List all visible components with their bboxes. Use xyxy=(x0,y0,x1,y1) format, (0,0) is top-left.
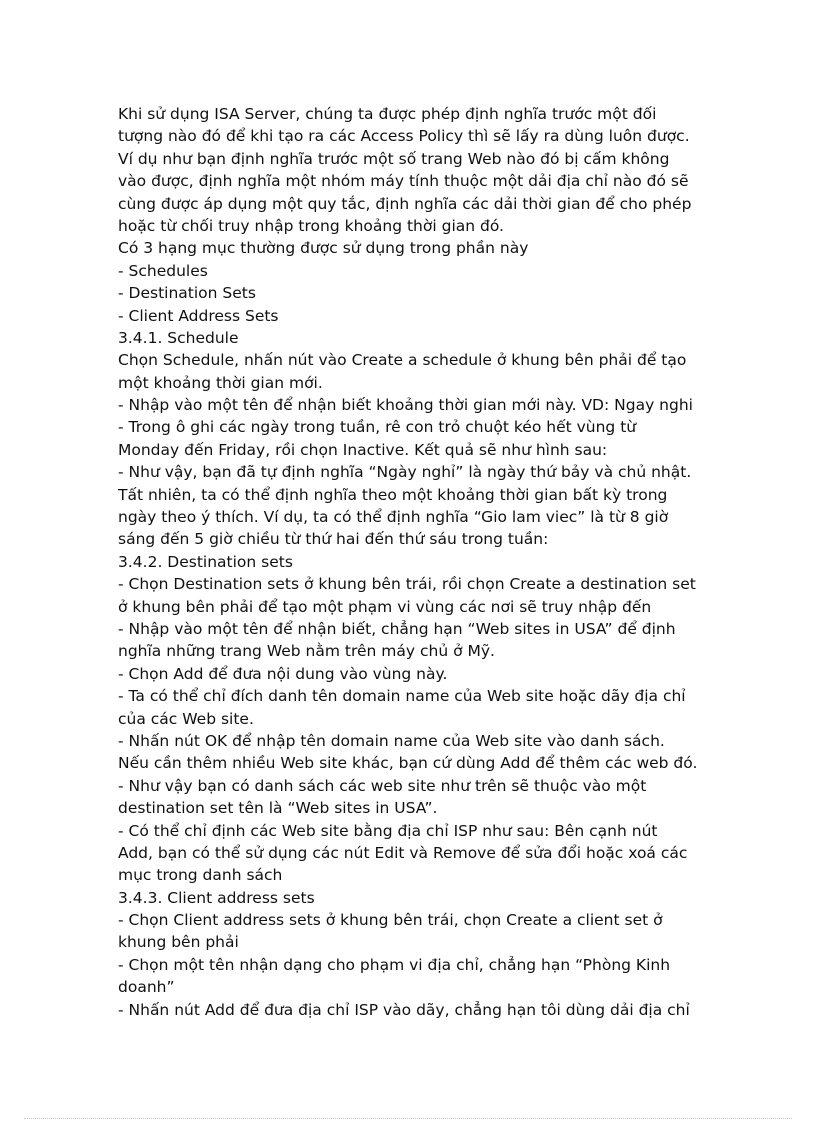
text-line: - Ta có thể chỉ đích danh tên domain name của Web site hoặc dãy địa chỉ xyxy=(118,687,686,706)
text-line: - Client Address Sets xyxy=(118,306,279,325)
text-line: - Như vậy, bạn đã tự định nghĩa “Ngày nghỉ” là ngày thứ bảy và chủ nhật. xyxy=(118,463,692,482)
text-line: - Có thể chỉ định các Web site bằng địa chỉ ISP như sau: Bên cạnh nút xyxy=(118,821,658,840)
text-line: sáng đến 5 giờ chiều từ thứ hai đến thứ sáu trong tuần: xyxy=(118,530,549,549)
text-line: 3.4.3. Client address sets xyxy=(118,888,315,907)
text-line: doanh” xyxy=(118,978,175,997)
text-line: khung bên phải xyxy=(118,933,239,952)
text-line: một khoảng thời gian mới. xyxy=(118,373,323,392)
text-line: - Schedules xyxy=(118,261,208,280)
text-line: Monday đến Friday, rồi chọn Inactive. Kết quả sẽ như hình sau: xyxy=(118,440,608,459)
text-line: tượng nào đó để khi tạo ra các Access Policy thì sẽ lấy ra dùng luôn được. xyxy=(118,127,690,146)
text-line: mục trong danh sách xyxy=(118,866,283,885)
text-line: - Chọn Add để đưa nội dung vào vùng này. xyxy=(118,664,448,683)
document-body xyxy=(118,103,708,1021)
text-line: Ví dụ như bạn định nghĩa trước một số trang Web nào đó bị cấm không xyxy=(118,149,670,168)
text-line: - Nhập vào một tên để nhận biết, chẳng hạn “Web sites in USA” để định xyxy=(118,619,676,638)
text-line: destination set tên là “Web sites in USA”. xyxy=(118,799,438,818)
text-line: - Nhập vào một tên để nhận biết khoảng thời gian mới này. VD: Ngay nghi xyxy=(118,396,693,415)
text-line: ở khung bên phải để tạo một phạm vi vùng các nơi sẽ truy nhập đến xyxy=(118,597,652,616)
text-line: - Trong ô ghi các ngày trong tuần, rê con trỏ chuột kéo hết vùng từ xyxy=(118,418,637,437)
text-line: Chọn Schedule, nhấn nút vào Create a schedule ở khung bên phải để tạo xyxy=(118,351,687,370)
text-line: hoặc từ chối truy nhập trong khoảng thời gian đó. xyxy=(118,216,504,235)
text-line: Nếu cần thêm nhiều Web site khác, bạn cứ dùng Add để thêm các web đó. xyxy=(118,754,698,773)
text-line: - Chọn Destination sets ở khung bên trái, rồi chọn Create a destination set xyxy=(118,575,696,594)
text-line: - Destination Sets xyxy=(118,284,256,303)
text-line: Add, bạn có thể sử dụng các nút Edit và Remove để sửa đổi hoặc xoá các xyxy=(118,843,688,862)
text-line: của các Web site. xyxy=(118,709,254,728)
text-line: - Như vậy bạn có danh sách các web site như trên sẽ thuộc vào một xyxy=(118,776,647,795)
text-line: 3.4.2. Destination sets xyxy=(118,552,293,571)
text-line: - Nhấn nút OK để nhập tên domain name của Web site vào danh sách. xyxy=(118,731,665,750)
text-line: - Chọn Client address sets ở khung bên trái, chọn Create a client set ở xyxy=(118,911,663,930)
text-line: nghĩa những trang Web nằm trên máy chủ ở Mỹ. xyxy=(118,642,495,661)
text-line: Có 3 hạng mục thường được sử dụng trong phần này xyxy=(118,239,529,258)
text-line: cùng được áp dụng một quy tắc, định nghĩa các dải thời gian để cho phép xyxy=(118,194,692,213)
text-line: vào được, định nghĩa một nhóm máy tính thuộc một dải địa chỉ nào đó sẽ xyxy=(118,172,689,191)
text-line: - Nhấn nút Add để đưa địa chỉ ISP vào dãy, chẳng hạn tôi dùng dải địa chỉ xyxy=(118,1000,690,1019)
text-line: Khi sử dụng ISA Server, chúng ta được phép định nghĩa trước một đối xyxy=(118,105,657,123)
text-line: ngày theo ý thích. Ví dụ, ta có thể định nghĩa “Gio lam viec” là từ 8 giờ xyxy=(118,508,669,527)
text-line: 3.4.1. Schedule xyxy=(118,328,239,347)
page-bottom-divider xyxy=(24,1118,792,1119)
text-line: - Chọn một tên nhận dạng cho phạm vi địa chỉ, chẳng hạn “Phòng Kinh xyxy=(118,955,671,974)
text-line: Tất nhiên, ta có thể định nghĩa theo một khoảng thời gian bất kỳ trong xyxy=(118,485,668,504)
